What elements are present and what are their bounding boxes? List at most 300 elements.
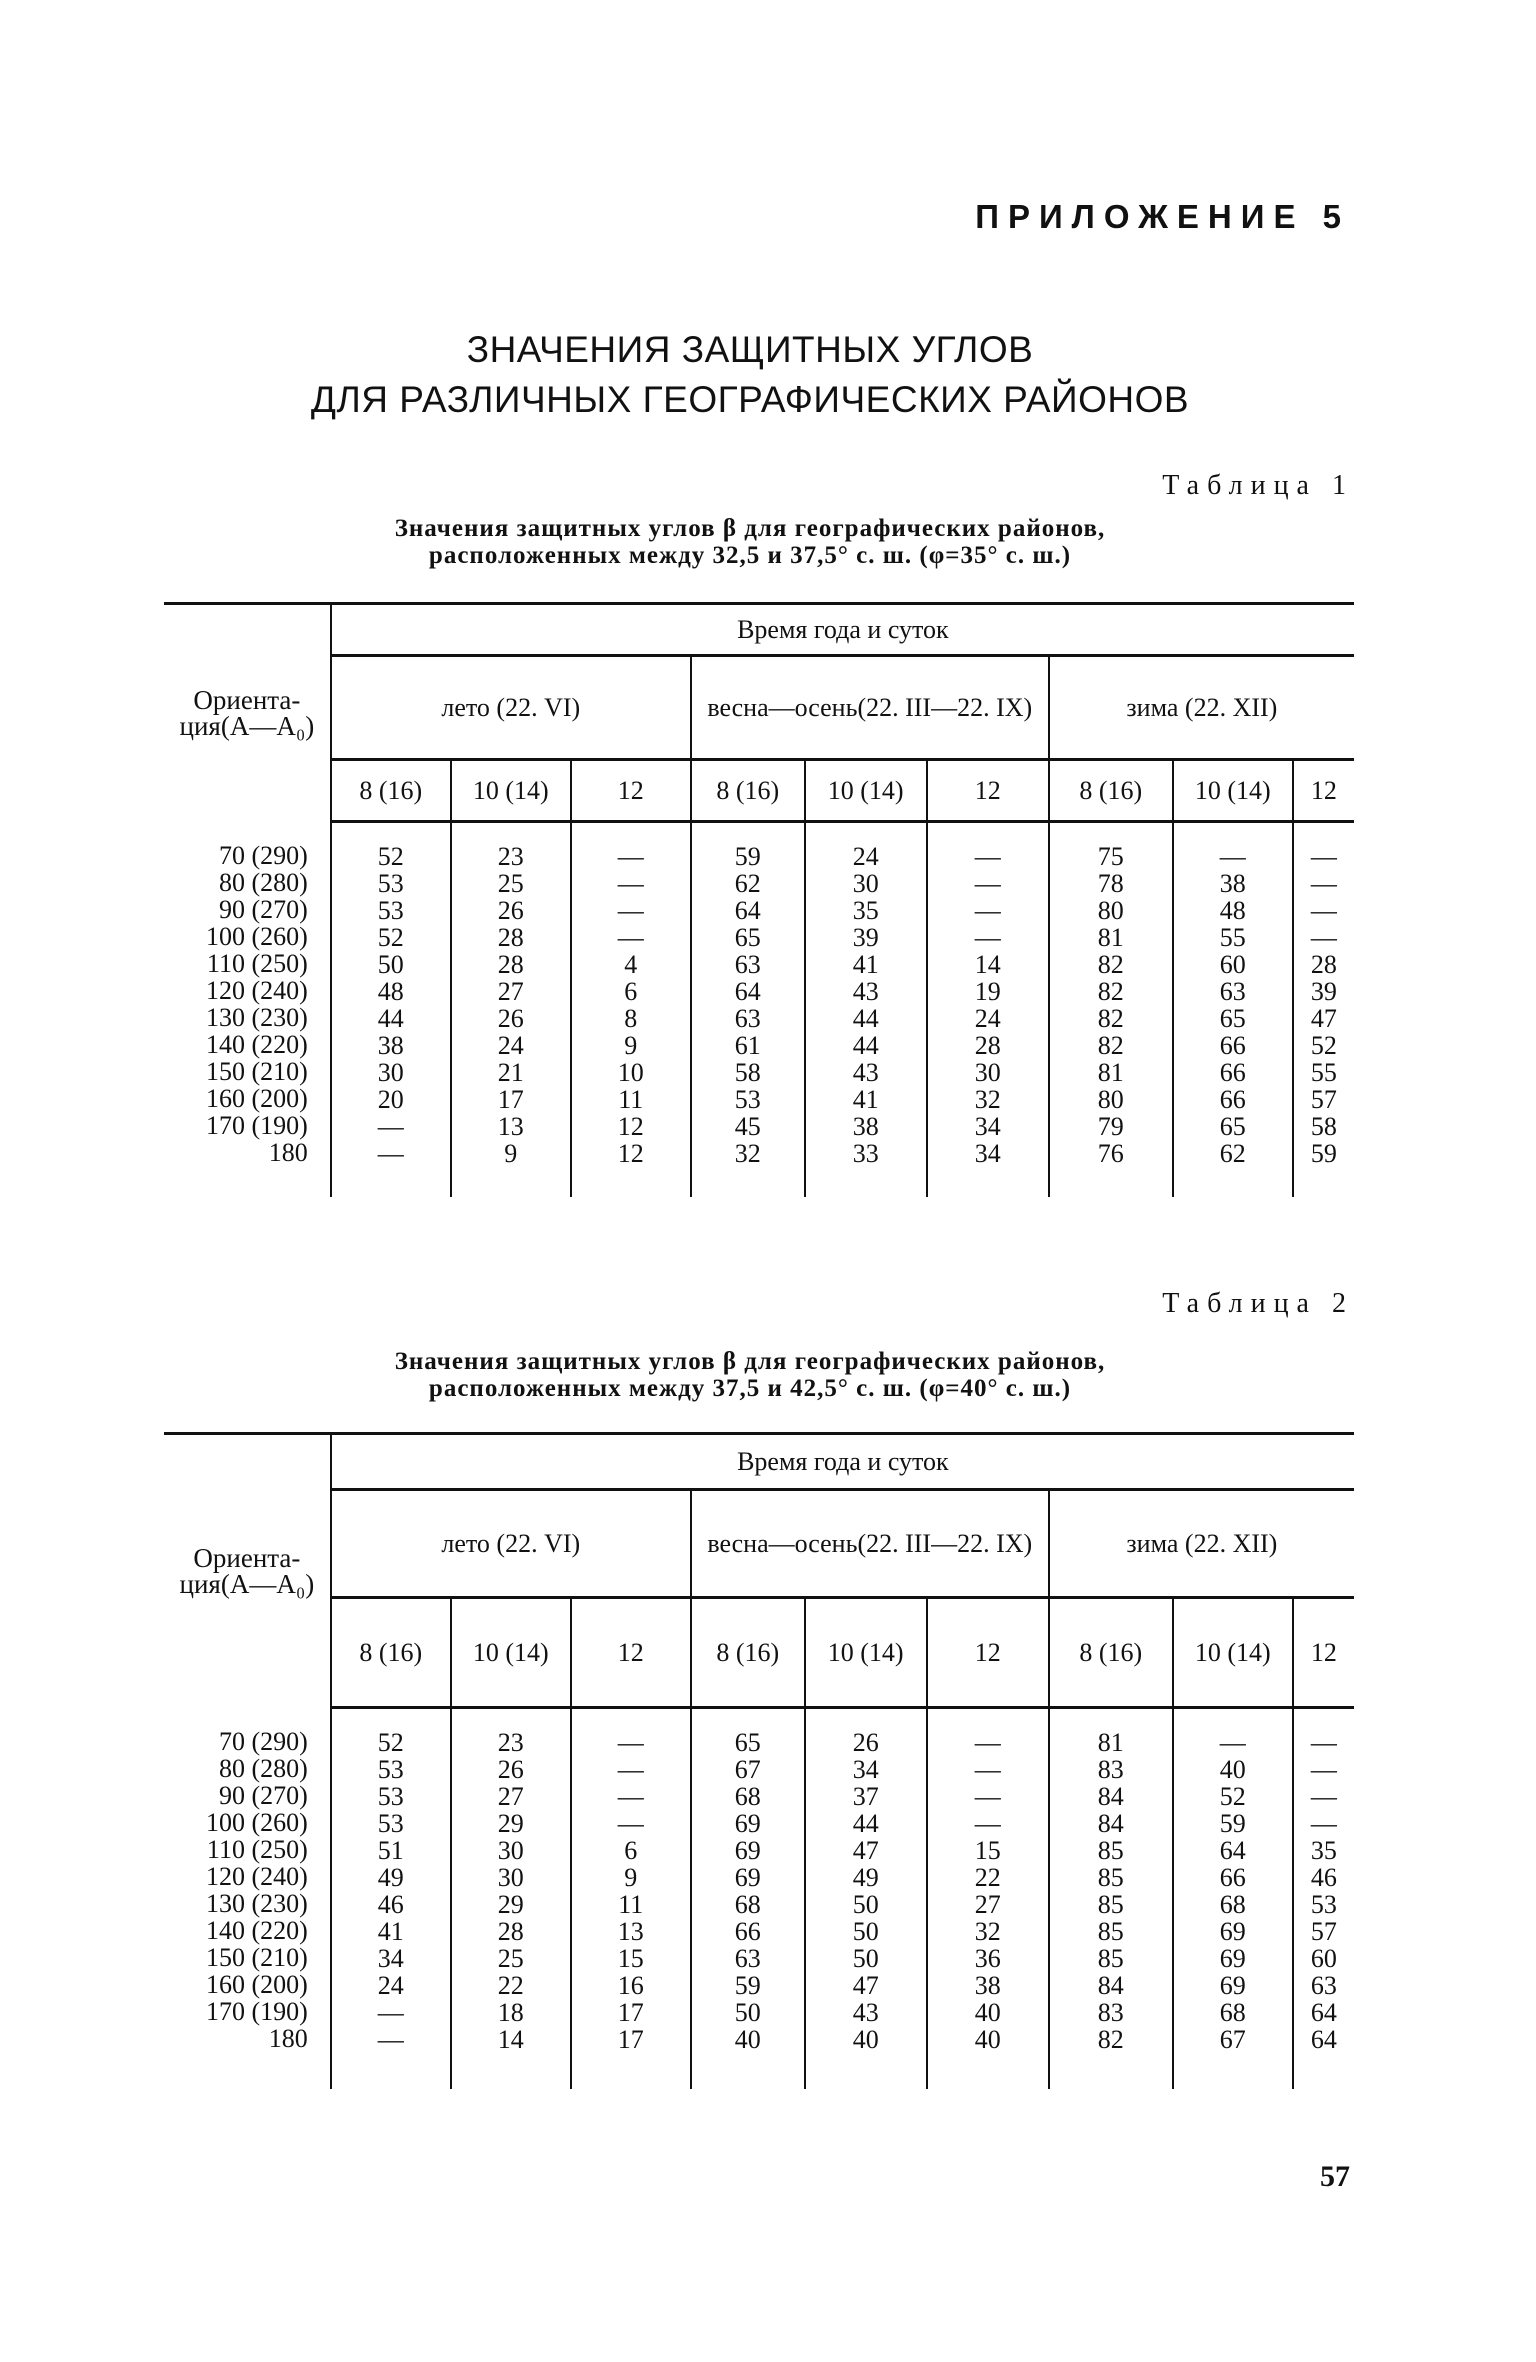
value-cell: 63 — [734, 1004, 761, 1033]
value-cell: 47 — [1310, 1004, 1337, 1033]
value-column — [571, 1708, 691, 2090]
value-cell: 60 — [1310, 1944, 1337, 1973]
orientation-cell: 110 (250) — [206, 948, 308, 978]
value-cell: 28 — [497, 950, 524, 979]
orientation-cell: 120 (240) — [205, 1861, 308, 1891]
page-title-line: ЗНАЧЕНИЯ ЗАЩИТНЫХ УГЛОВ — [466, 329, 1034, 370]
value-cell: — — [974, 869, 1001, 898]
season-header-line: (22. III—22. IX) — [857, 692, 1033, 722]
table-header — [164, 604, 1354, 822]
season-header-line: (22. III—22. IX) — [857, 1528, 1033, 1558]
value-column — [1049, 822, 1173, 1198]
value-cell: 32 — [974, 1085, 1001, 1114]
value-cell: 53 — [734, 1085, 761, 1114]
value-cell: 28 — [974, 1031, 1001, 1060]
hour-header: 10 (14) — [451, 1598, 571, 1708]
value-cell: 22 — [497, 1971, 524, 2000]
value-column — [1293, 822, 1354, 1198]
value-cell: 27 — [497, 977, 524, 1006]
value-cell: 44 — [852, 1809, 879, 1838]
value-cell: 28 — [497, 923, 524, 952]
value-cell: 41 — [377, 1917, 404, 1946]
value-cell: — — [617, 1809, 644, 1838]
value-cell: 37 — [852, 1782, 879, 1811]
value-column — [805, 1708, 927, 2090]
orientation-cell: 150 (210) — [205, 1056, 308, 1086]
orientation-cell: 180 — [268, 2023, 308, 2053]
value-cell: 82 — [1097, 1031, 1124, 1060]
hour-header: 8 (16) — [1049, 760, 1173, 822]
value-cell: 68 — [734, 1782, 761, 1811]
value-cell: 14 — [974, 950, 1001, 979]
value-cell: 63 — [1310, 1971, 1337, 2000]
value-cell: 25 — [497, 1944, 524, 1973]
value-cell: 26 — [497, 896, 524, 925]
value-cell: 58 — [734, 1058, 761, 1087]
value-cell: 24 — [974, 1004, 1001, 1033]
caption-line: расположенных между 37,5 и 42,5° с. ш. (φ=40° с. ш.) — [428, 1375, 1072, 1402]
value-cell: 17 — [617, 2025, 644, 2054]
value-cell: 50 — [852, 1890, 879, 1919]
season-header-line: весна—осень — [707, 1528, 858, 1558]
value-cell: 30 — [377, 1058, 404, 1087]
value-cell: 45 — [734, 1112, 761, 1141]
value-cell: — — [974, 923, 1001, 952]
value-cell: 51 — [377, 1836, 404, 1865]
value-cell: 40 — [734, 2025, 761, 2054]
orientation-cell: 120 (240) — [205, 975, 308, 1005]
page-title — [150, 325, 1350, 425]
orientation-cell: 80 (280) — [218, 867, 308, 897]
value-cell: 44 — [852, 1031, 879, 1060]
value-cell: 30 — [852, 869, 879, 898]
value-cell: 13 — [497, 1112, 524, 1141]
orientation-cell: 180 — [268, 1137, 308, 1167]
value-column — [451, 822, 571, 1198]
value-cell: 65 — [1219, 1004, 1246, 1033]
orientation-cell: 90 (270) — [218, 1780, 308, 1810]
value-cell: 57 — [1310, 1917, 1337, 1946]
value-column — [331, 822, 451, 1198]
value-cell: 24 — [497, 1031, 524, 1060]
value-cell: 43 — [852, 1998, 879, 2027]
value-column — [927, 1708, 1049, 2090]
hour-header: 12 — [927, 1598, 1049, 1708]
value-cell: 29 — [497, 1890, 524, 1919]
value-cell: 50 — [377, 950, 404, 979]
protective-angles-table-1 — [164, 602, 1354, 1197]
value-cell: 85 — [1097, 1917, 1124, 1946]
value-cell: 59 — [734, 1971, 761, 2000]
value-cell: 10 — [617, 1058, 644, 1087]
value-column — [1049, 1708, 1173, 2090]
table-1-caption — [200, 515, 1300, 569]
value-cell: 17 — [497, 1085, 524, 1114]
value-cell: 44 — [377, 1004, 404, 1033]
orientation-cell: 90 (270) — [218, 894, 308, 924]
value-cell: 53 — [377, 1782, 404, 1811]
value-cell: 6 — [624, 977, 638, 1006]
value-cell: 64 — [734, 977, 761, 1006]
value-cell: 11 — [618, 1085, 644, 1114]
value-cell: 65 — [734, 923, 761, 952]
value-cell: 12 — [617, 1112, 644, 1141]
value-cell: — — [974, 842, 1001, 871]
value-cell: 34 — [852, 1755, 879, 1784]
orientation-cell: 170 (190) — [205, 1996, 308, 2026]
value-column — [451, 1708, 571, 2090]
value-cell: 60 — [1219, 950, 1246, 979]
value-cell: 22 — [974, 1863, 1001, 1892]
value-cell: 35 — [852, 896, 879, 925]
hour-header: 8 (16) — [331, 760, 451, 822]
value-cell: 62 — [734, 869, 761, 898]
value-cell: 81 — [1097, 1058, 1124, 1087]
value-cell: 40 — [1219, 1755, 1246, 1784]
page-number: 57 — [1320, 2160, 1350, 2193]
value-cell: 47 — [852, 1971, 879, 2000]
value-cell: 80 — [1097, 1085, 1124, 1114]
season-spring-autumn-header — [691, 1490, 1049, 1598]
value-column — [691, 1708, 805, 2090]
value-cell: — — [974, 1782, 1001, 1811]
caption-line: расположенных между 32,5 и 37,5° с. ш. (φ=35° с. ш.) — [428, 542, 1072, 569]
season-winter-header — [1049, 656, 1354, 760]
value-column — [1173, 1708, 1293, 2090]
value-cell: 46 — [377, 1890, 404, 1919]
table-body — [164, 1708, 1354, 2090]
value-column — [1293, 1708, 1354, 2090]
value-cell: — — [1310, 869, 1337, 898]
value-cell: 68 — [734, 1890, 761, 1919]
value-cell: — — [1310, 842, 1337, 871]
value-cell: — — [617, 1755, 644, 1784]
value-cell: 76 — [1097, 1139, 1124, 1168]
season-winter-header — [1049, 1490, 1354, 1598]
orientation-cell: 140 (220) — [205, 1915, 308, 1945]
orientation-cell: 110 (250) — [206, 1834, 308, 1864]
value-cell: 21 — [497, 1058, 524, 1087]
time-group-header: Время года и суток — [331, 1434, 1354, 1490]
hour-header: 8 (16) — [1049, 1598, 1173, 1708]
value-cell: 65 — [734, 1728, 761, 1757]
value-cell: 82 — [1097, 2025, 1124, 2054]
value-cell: 30 — [497, 1836, 524, 1865]
value-cell: — — [377, 1998, 404, 2027]
value-cell: 66 — [734, 1917, 761, 1946]
value-cell: 52 — [377, 1728, 404, 1757]
value-cell: 85 — [1097, 1836, 1124, 1865]
value-cell: 50 — [852, 1917, 879, 1946]
value-column — [1173, 822, 1293, 1198]
value-cell: 15 — [617, 1944, 644, 1973]
value-cell: 81 — [1097, 1728, 1124, 1757]
table-2-label: Таблица 2 — [1162, 1288, 1354, 1319]
orientation-cell: 130 (230) — [205, 1002, 308, 1032]
value-cell: 48 — [1219, 896, 1246, 925]
value-cell: 38 — [1219, 869, 1246, 898]
value-cell: — — [974, 1728, 1001, 1757]
table-row — [164, 822, 1354, 1198]
value-cell: 67 — [1219, 2025, 1246, 2054]
season-summer-header — [331, 656, 691, 760]
value-cell: 64 — [1310, 1998, 1337, 2027]
value-column — [571, 822, 691, 1198]
value-cell: 40 — [974, 2025, 1001, 2054]
value-cell: 46 — [1310, 1863, 1337, 1892]
value-cell: 68 — [1219, 1890, 1246, 1919]
hour-header: 8 (16) — [331, 1598, 451, 1708]
value-cell: 30 — [497, 1863, 524, 1892]
value-cell: 12 — [617, 1139, 644, 1168]
value-cell: 55 — [1219, 923, 1246, 952]
value-cell: — — [377, 2025, 404, 2054]
value-cell: 13 — [617, 1917, 644, 1946]
protective-angles-table-2 — [164, 1432, 1354, 2089]
value-cell: 19 — [974, 977, 1001, 1006]
value-cell: 68 — [1219, 1998, 1246, 2027]
table-body — [164, 822, 1354, 1198]
value-column — [805, 822, 927, 1198]
value-cell: 48 — [377, 977, 404, 1006]
value-cell: 53 — [377, 1755, 404, 1784]
value-cell: 18 — [497, 1998, 524, 2027]
orientation-cell: 100 (260) — [205, 921, 308, 951]
value-cell: 64 — [1310, 2025, 1337, 2054]
value-cell: 40 — [852, 2025, 879, 2054]
value-cell: 8 — [624, 1004, 638, 1033]
value-cell: 80 — [1097, 896, 1124, 925]
hour-header: 10 (14) — [1173, 1598, 1293, 1708]
table-header — [164, 1434, 1354, 1708]
value-cell: 62 — [1219, 1139, 1246, 1168]
value-cell: 75 — [1097, 842, 1124, 871]
orientation-cell: 140 (220) — [205, 1029, 308, 1059]
value-cell: 11 — [618, 1890, 644, 1919]
orientation-header-line: (A—A₀) — [220, 1569, 315, 1600]
value-cell: 66 — [1219, 1085, 1246, 1114]
orientation-cell: 170 (190) — [205, 1110, 308, 1140]
value-cell: 26 — [497, 1004, 524, 1033]
value-cell: 53 — [377, 869, 404, 898]
value-cell: 49 — [377, 1863, 404, 1892]
value-cell: 32 — [974, 1917, 1001, 1946]
value-cell: — — [617, 1728, 644, 1757]
value-cell: 47 — [852, 1836, 879, 1865]
value-cell: 27 — [974, 1890, 1001, 1919]
value-cell: 67 — [734, 1755, 761, 1784]
value-cell: — — [617, 896, 644, 925]
value-cell: 39 — [1310, 977, 1337, 1006]
value-cell: 33 — [852, 1139, 879, 1168]
value-cell: 29 — [497, 1809, 524, 1838]
value-cell: 41 — [852, 1085, 879, 1114]
value-cell: 34 — [974, 1139, 1001, 1168]
value-cell: 84 — [1097, 1782, 1124, 1811]
value-cell: 9 — [624, 1863, 638, 1892]
value-cell: 84 — [1097, 1809, 1124, 1838]
value-cell: — — [1310, 896, 1337, 925]
value-cell: 58 — [1310, 1112, 1337, 1141]
value-cell: — — [1310, 923, 1337, 952]
value-cell: 81 — [1097, 923, 1124, 952]
season-header-line: весна—осень — [707, 692, 858, 722]
value-cell: 38 — [852, 1112, 879, 1141]
value-cell: 38 — [377, 1031, 404, 1060]
value-cell: 85 — [1097, 1890, 1124, 1919]
value-cell: 28 — [1310, 950, 1337, 979]
value-cell: 23 — [497, 842, 524, 871]
hour-header: 12 — [571, 1598, 691, 1708]
value-cell: 43 — [852, 1058, 879, 1087]
hour-header: 12 — [927, 760, 1049, 822]
page-title-line: ДЛЯ РАЗЛИЧНЫХ ГЕОГРАФИЧЕСКИХ РАЙОНОВ — [310, 379, 1190, 420]
value-column — [331, 1708, 451, 2090]
value-cell: 52 — [377, 842, 404, 871]
value-cell: — — [1310, 1782, 1337, 1811]
value-cell: 34 — [974, 1112, 1001, 1141]
value-cell: 59 — [1219, 1809, 1246, 1838]
hour-header: 10 (14) — [805, 1598, 927, 1708]
orientation-header-line: Ориента- — [193, 1543, 301, 1574]
value-cell: 9 — [624, 1031, 638, 1060]
value-cell: — — [1219, 842, 1246, 871]
value-cell: 44 — [852, 1004, 879, 1033]
value-cell: 69 — [734, 1836, 761, 1865]
value-cell: 14 — [497, 2025, 524, 2054]
value-cell: 24 — [377, 1971, 404, 2000]
value-cell: 26 — [497, 1755, 524, 1784]
value-cell: 83 — [1097, 1755, 1124, 1784]
value-cell: 26 — [852, 1728, 879, 1757]
value-cell: 35 — [1310, 1836, 1337, 1865]
value-column — [691, 822, 805, 1198]
value-cell: 52 — [1310, 1031, 1337, 1060]
value-cell: 49 — [852, 1863, 879, 1892]
value-cell: 82 — [1097, 977, 1124, 1006]
value-cell: — — [377, 1139, 404, 1168]
orientation-column — [164, 1708, 331, 2090]
value-cell: 30 — [974, 1058, 1001, 1087]
value-cell: 16 — [617, 1971, 644, 2000]
season-header-line: лето (22. VI) — [441, 692, 581, 722]
value-cell: 57 — [1310, 1085, 1337, 1114]
value-cell: 63 — [734, 950, 761, 979]
value-cell: 66 — [1219, 1863, 1246, 1892]
value-cell: 63 — [734, 1944, 761, 1973]
value-cell: — — [974, 896, 1001, 925]
value-cell: — — [1219, 1728, 1246, 1757]
value-cell: 82 — [1097, 1004, 1124, 1033]
orientation-cell: 100 (260) — [205, 1807, 308, 1837]
table-1-label: Таблица 1 — [1162, 470, 1354, 501]
value-cell: — — [974, 1809, 1001, 1838]
orientation-header-line: Ориента- — [193, 685, 301, 716]
value-cell: 38 — [974, 1971, 1001, 2000]
value-cell: — — [974, 1755, 1001, 1784]
value-cell: 64 — [734, 896, 761, 925]
value-cell: 41 — [852, 950, 879, 979]
value-cell: 36 — [974, 1944, 1001, 1973]
time-group-header: Время года и суток — [331, 604, 1354, 656]
hour-header: 12 — [1293, 1598, 1354, 1708]
value-cell: — — [1310, 1809, 1337, 1838]
caption-line: Значения защитных углов β для географических районов, — [394, 1348, 1106, 1375]
value-cell: — — [1310, 1728, 1337, 1757]
value-cell: 84 — [1097, 1971, 1124, 2000]
value-cell: 59 — [1310, 1139, 1337, 1168]
value-cell: 20 — [377, 1085, 404, 1114]
value-cell: 50 — [852, 1944, 879, 1973]
value-cell: 53 — [377, 1809, 404, 1838]
orientation-cell: 70 (290) — [218, 1726, 308, 1756]
value-column — [927, 822, 1049, 1198]
value-cell: 69 — [734, 1863, 761, 1892]
orientation-header-line: ция — [179, 1569, 221, 1600]
value-cell: 17 — [617, 1998, 644, 2027]
value-cell: — — [617, 1782, 644, 1811]
value-cell: 9 — [504, 1139, 518, 1168]
value-cell: 52 — [1219, 1782, 1246, 1811]
season-header-line: зима (22. XII) — [1126, 692, 1278, 722]
orientation-cell: 70 (290) — [218, 840, 308, 870]
value-cell: 61 — [734, 1031, 761, 1060]
season-summer-header — [331, 1490, 691, 1598]
value-cell: 78 — [1097, 869, 1124, 898]
orientation-header-line: (A—A₀) — [220, 711, 315, 742]
value-cell: 79 — [1097, 1112, 1124, 1141]
value-cell: 50 — [734, 1998, 761, 2027]
value-cell: 34 — [377, 1944, 404, 1973]
hour-header: 10 (14) — [1173, 760, 1293, 822]
value-cell: 40 — [974, 1998, 1001, 2027]
value-cell: 6 — [624, 1836, 638, 1865]
value-cell: — — [617, 869, 644, 898]
value-cell: 85 — [1097, 1944, 1124, 1973]
orientation-cell: 150 (210) — [205, 1942, 308, 1972]
orientation-header — [164, 604, 331, 822]
season-header-line: лето (22. VI) — [441, 1528, 581, 1558]
hour-header: 8 (16) — [691, 1598, 805, 1708]
value-cell: 32 — [734, 1139, 761, 1168]
value-cell: 52 — [377, 923, 404, 952]
table-row — [164, 1708, 1354, 2090]
value-cell: 69 — [1219, 1971, 1246, 2000]
hour-header: 8 (16) — [691, 760, 805, 822]
value-cell: 63 — [1219, 977, 1246, 1006]
value-cell: 65 — [1219, 1112, 1246, 1141]
orientation-cell: 80 (280) — [218, 1753, 308, 1783]
value-cell: — — [617, 923, 644, 952]
table-2-caption — [200, 1348, 1300, 1402]
value-cell: 39 — [852, 923, 879, 952]
season-spring-autumn-header — [691, 656, 1049, 760]
value-cell: 66 — [1219, 1031, 1246, 1060]
hour-header: 10 (14) — [451, 760, 571, 822]
value-cell: — — [617, 842, 644, 871]
value-cell: 4 — [624, 950, 638, 979]
value-cell: — — [377, 1112, 404, 1141]
value-cell: 69 — [1219, 1917, 1246, 1946]
value-cell: 82 — [1097, 950, 1124, 979]
orientation-cell: 130 (230) — [205, 1888, 308, 1918]
value-cell: 55 — [1310, 1058, 1337, 1087]
hour-header: 12 — [571, 760, 691, 822]
orientation-column — [164, 822, 331, 1198]
orientation-cell: 160 (200) — [205, 1083, 308, 1113]
value-cell: 83 — [1097, 1998, 1124, 2027]
value-cell: 85 — [1097, 1863, 1124, 1892]
